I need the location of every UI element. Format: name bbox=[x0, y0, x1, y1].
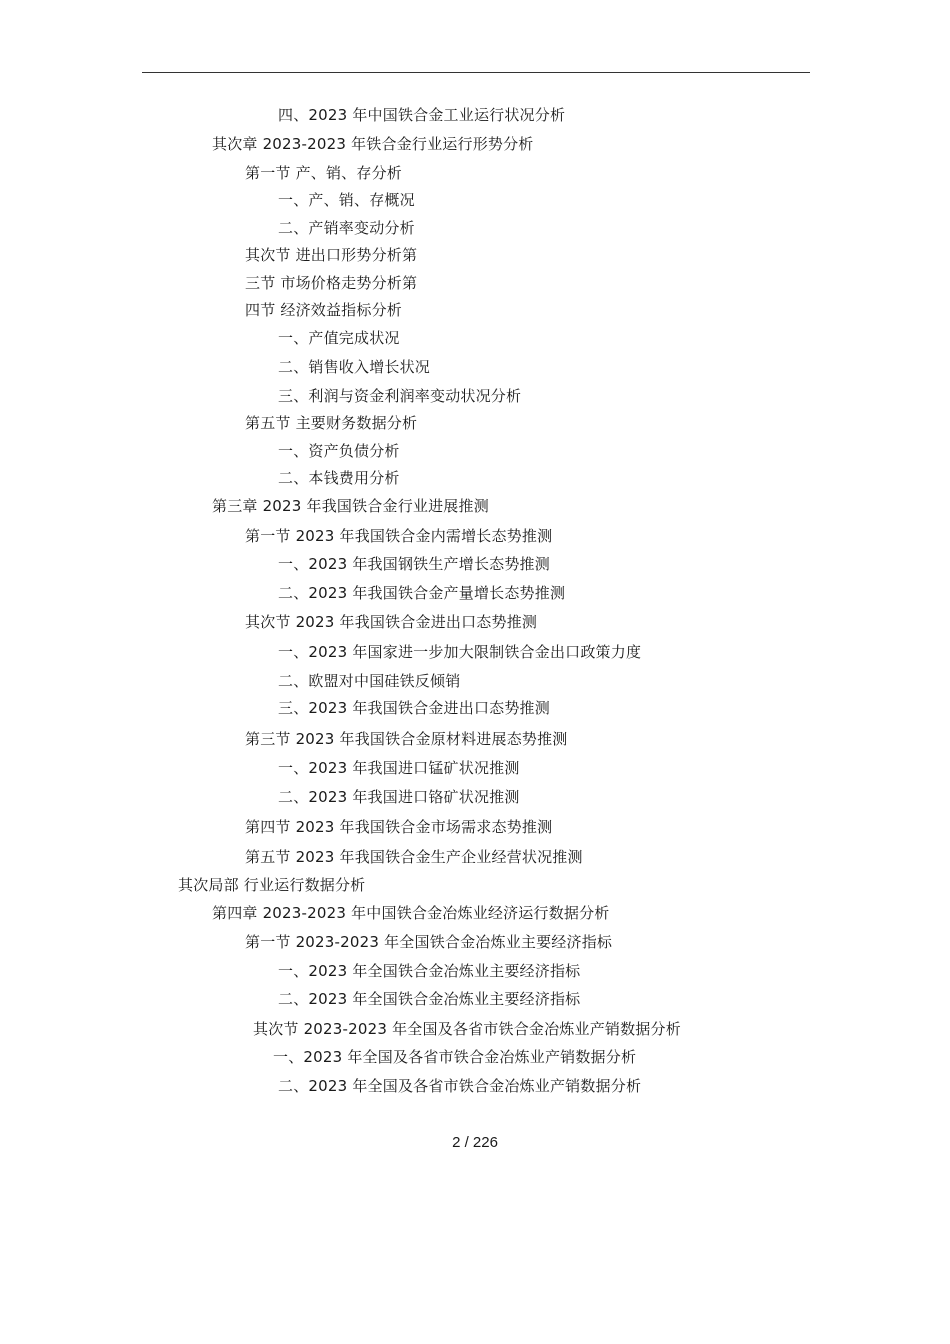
toc-entry: 三、利润与资金利润率变动状况分析 bbox=[278, 387, 522, 405]
toc-entry: 第一节 产、销、存分析 bbox=[245, 164, 402, 182]
toc-entry: 其次节 2023-2023 年全国及各省市铁合金冶炼业产销数据分析 bbox=[253, 1020, 681, 1038]
toc-entry: 第四节 2023 年我国铁合金市场需求态势推测 bbox=[245, 818, 553, 836]
toc-entry: 四、2023 年中国铁合金工业运行状况分析 bbox=[278, 106, 566, 124]
toc-entry: 一、2023 年我国钢铁生产增长态势推测 bbox=[278, 555, 550, 573]
toc-entry: 三节 市场价格走势分析第 bbox=[245, 274, 418, 292]
toc-entry: 二、2023 年全国及各省市铁合金冶炼业产销数据分析 bbox=[278, 1077, 642, 1095]
toc-entry: 一、2023 年全国铁合金冶炼业主要经济指标 bbox=[278, 962, 581, 980]
toc-entry: 第五节 2023 年我国铁合金生产企业经营状况推测 bbox=[245, 848, 583, 866]
toc-entry: 其次章 2023-2023 年铁合金行业运行形势分析 bbox=[212, 135, 534, 153]
toc-entry: 第一节 2023-2023 年全国铁合金冶炼业主要经济指标 bbox=[245, 933, 613, 951]
toc-entry: 一、资产负债分析 bbox=[278, 442, 400, 460]
toc-entry: 二、产销率变动分析 bbox=[278, 219, 415, 237]
toc-entry: 一、2023 年国家进一步加大限制铁合金出口政策力度 bbox=[278, 643, 642, 661]
page-number: 2 / 226 bbox=[452, 1134, 498, 1151]
toc-entry: 第四章 2023-2023 年中国铁合金冶炼业经济运行数据分析 bbox=[212, 904, 610, 922]
toc-entry: 其次节 进出口形势分析第 bbox=[245, 246, 418, 264]
toc-entry: 一、产、销、存概况 bbox=[278, 191, 415, 209]
toc-entry: 一、2023 年我国进口锰矿状况推测 bbox=[278, 759, 520, 777]
toc-entry: 其次局部 行业运行数据分析 bbox=[178, 876, 366, 894]
toc-entry: 四节 经济效益指标分析 bbox=[245, 301, 402, 319]
toc-entry: 一、产值完成状况 bbox=[278, 329, 400, 347]
toc-entry: 三、2023 年我国铁合金进出口态势推测 bbox=[278, 699, 550, 717]
toc-entry: 二、销售收入增长状况 bbox=[278, 358, 431, 376]
toc-entry: 第五节 主要财务数据分析 bbox=[245, 414, 418, 432]
toc-entry: 第一节 2023 年我国铁合金内需增长态势推测 bbox=[245, 527, 553, 545]
toc-entry: 其次节 2023 年我国铁合金进出口态势推测 bbox=[245, 613, 538, 631]
toc-entry: 二、本钱费用分析 bbox=[278, 469, 400, 487]
toc-entry: 二、2023 年全国铁合金冶炼业主要经济指标 bbox=[278, 990, 581, 1008]
toc-entry: 一、2023 年全国及各省市铁合金冶炼业产销数据分析 bbox=[273, 1048, 637, 1066]
toc-entry: 二、2023 年我国铁合金产量增长态势推测 bbox=[278, 584, 566, 602]
toc-entry: 二、欧盟对中国硅铁反倾销 bbox=[278, 672, 461, 690]
toc-entry: 第三章 2023 年我国铁合金行业进展推测 bbox=[212, 497, 489, 515]
toc-entry: 二、2023 年我国进口铬矿状况推测 bbox=[278, 788, 520, 806]
toc-entry: 第三节 2023 年我国铁合金原材料进展态势推测 bbox=[245, 730, 568, 748]
